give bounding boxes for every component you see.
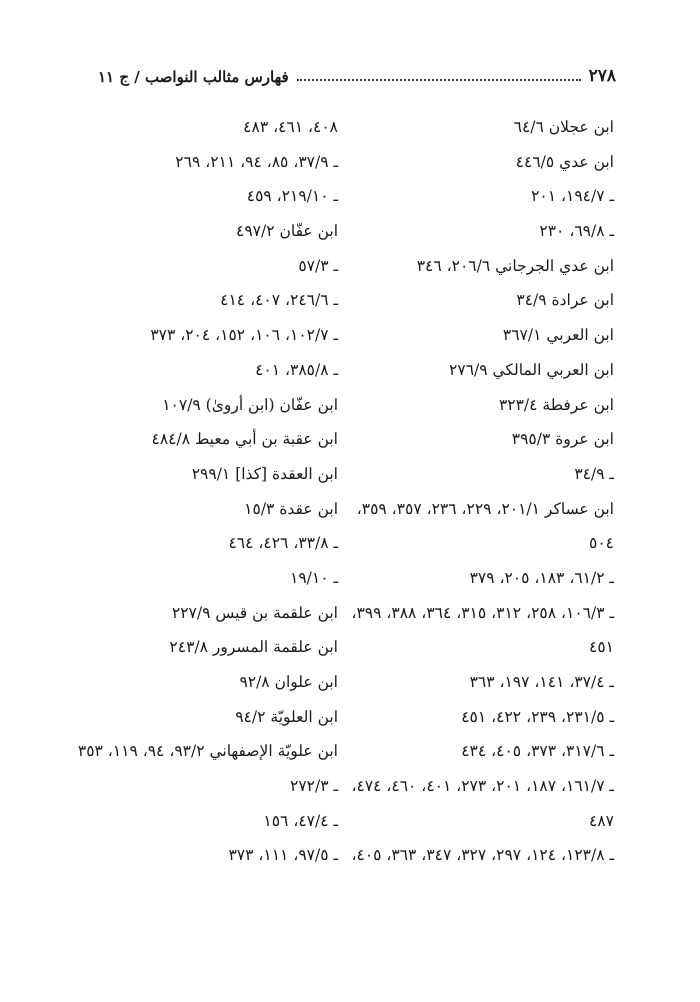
index-entry: ٤٥١ <box>589 638 614 657</box>
index-entry: ابن عجلان ٦٤/٦ <box>513 118 614 136</box>
index-entry: ـ ١٢٣/٨، ١٢٤، ٢٩٧، ٣٢٧، ٣٤٧، ٣٦٣، ٤٠٥، <box>351 846 614 865</box>
index-entry: ابن عروة ٣٩٥/٣ <box>511 430 614 449</box>
index-entry: ـ ٢٧٢/٣ <box>290 777 338 796</box>
header-title: فهارس مثالب النواصب / ج ١١ <box>98 68 289 86</box>
index-entry: ابن عفّان (ابن أروىٰ) ١٠٧/٩ <box>162 395 338 414</box>
header-dot-leader <box>297 78 581 81</box>
index-entry: ـ ٣٣/٨، ٤٢٦، ٤٦٤ <box>228 534 338 553</box>
index-entry: ـ ٢٣١/٥، ٢٣٩، ٤٢٢، ٤٥١ <box>461 707 614 726</box>
index-entry: ابن العقدة [كذا] ٢٩٩/١ <box>191 464 338 483</box>
index-entry: ـ ٣٤/٩ <box>574 464 614 483</box>
index-entry: ـ ١٦١/٧، ١٨٧، ٢٠١، ٢٧٣، ٤٠١، ٤٦٠، ٤٧٤، <box>351 777 614 796</box>
index-entry: ـ ٦١/٢، ١٨٣، ٢٠٥، ٣٧٩ <box>469 568 614 587</box>
index-entry: ابن علقمة بن قيس ٢٢٧/٩ <box>171 603 338 622</box>
index-entry: ابن عقدة ١٥/٣ <box>244 499 338 518</box>
index-entry: ـ ١٩٤/٧، ٢٠١ <box>531 187 614 206</box>
index-entry: ـ ٤٧/٤، ١٥٦ <box>263 811 338 830</box>
index-entry: ـ ٣٧/٤، ١٤١، ١٩٧، ٣٦٣ <box>469 673 614 691</box>
index-entry: ابن العربي ٣٦٧/١ <box>502 326 614 345</box>
index-entry: ابن عرفطة ٣٢٣/٤ <box>498 395 614 414</box>
index-entry: ـ ١٠٦/٣، ٢٥٨، ٣١٢، ٣١٥، ٣٦٤، ٣٨٨، ٣٩٩، <box>351 603 614 622</box>
index-entry: ـ ١٩/١٠ <box>290 568 338 587</box>
index-entry: ابن عقبة بن أبي معيط ٤٨٤/٨ <box>151 430 338 449</box>
index-entry: ٥٠٤ <box>589 534 614 553</box>
index-entry: ابن علويّة الإصفهاني ٩٣/٢، ٩٤، ١١٩، ٣٥٣ <box>77 742 338 761</box>
index-entry: ـ ٥٧/٣ <box>298 256 338 275</box>
index-entry: ـ ٣٧/٩، ٨٥، ٩٤، ٢١١، ٢٦٩ <box>175 152 338 171</box>
index-entry: ـ ٩٧/٥، ١١١، ٣٧٣ <box>228 846 338 865</box>
index-entry: ـ ٢١٩/١٠، ٤٥٩ <box>246 187 338 206</box>
index-entry: ـ ٣١٧/٦، ٣٧٣، ٤٠٥، ٤٣٤ <box>461 742 614 761</box>
index-entry: ـ ٣٨٥/٨، ٤٠١ <box>255 360 338 379</box>
index-entry: ابن عرادة ٣٤/٩ <box>516 291 614 310</box>
right-index-column <box>314 110 614 873</box>
index-entry: ـ ٢٤٦/٦، ٤٠٧، ٤١٤ <box>220 291 338 310</box>
index-entry: ابن علقمة المسرور ٢٤٣/٨ <box>169 638 338 657</box>
index-entry: ابن عساكر ٢٠١/١، ٢٢٩، ٢٣٦، ٣٥٧، ٣٥٩، <box>356 499 614 518</box>
index-entry: ـ ١٠٢/٧، ١٠٦، ١٥٢، ٢٠٤، ٣٧٣ <box>150 326 338 345</box>
index-entry: ابن العربي المالكي ٢٧٦/٩ <box>449 360 614 379</box>
page-number: ٢٧٨ <box>588 66 616 86</box>
index-entry: ٤٨٧ <box>589 811 614 830</box>
index-entry: ابن عدي ٤٤٦/٥ <box>515 152 614 171</box>
index-entry: ابن العلويّة ٩٤/٢ <box>235 707 338 726</box>
left-index-column <box>77 110 338 873</box>
index-entry: ٤٠٨، ٤٦١، ٤٨٣ <box>243 118 338 136</box>
index-entry: ابن عفّان ٤٩٧/٢ <box>236 222 338 241</box>
index-entry: ـ ٦٩/٨، ٢٣٠ <box>539 222 614 241</box>
running-header <box>98 60 616 86</box>
index-entry: ابن علوان ٩٢/٨ <box>239 673 338 691</box>
index-entry: ابن عدي الجرجاني ٢٠٦/٦، ٣٤٦ <box>416 256 614 275</box>
